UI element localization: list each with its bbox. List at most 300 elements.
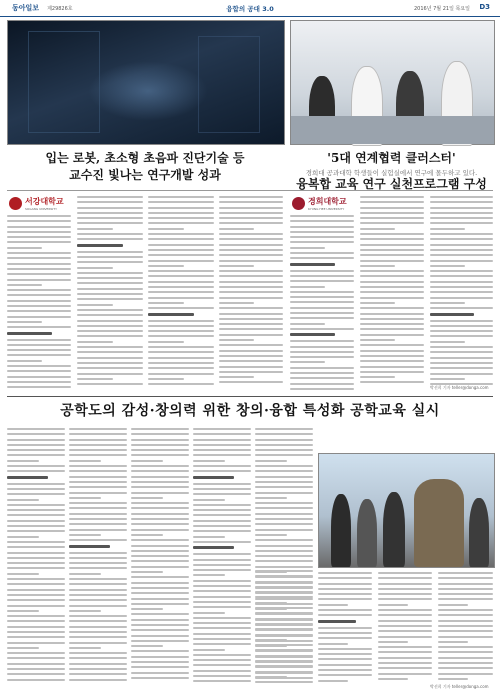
- text-line: [7, 231, 71, 233]
- text-line: [148, 207, 214, 209]
- text-line: [255, 454, 313, 456]
- text-line: [193, 638, 251, 640]
- text-line: [148, 335, 214, 337]
- text-line: [430, 335, 493, 337]
- text-line: [430, 270, 493, 272]
- text-line: [131, 629, 189, 631]
- text-line: [131, 465, 189, 467]
- text-line: [290, 257, 354, 259]
- text-line: [219, 228, 254, 230]
- text-line: [438, 572, 493, 574]
- text-line: [318, 572, 372, 574]
- text-line: [290, 236, 354, 238]
- issue-date: 2016년 7월 21일 목요일: [413, 6, 470, 12]
- text-line: [360, 207, 424, 209]
- text-line: [7, 247, 42, 249]
- text-line: [290, 367, 354, 369]
- text-line: [430, 238, 493, 240]
- body-column: [290, 215, 354, 393]
- text-line: [360, 350, 424, 352]
- top-right-headline-1: '5대 연계협력 클러스터': [327, 151, 456, 165]
- text-line: [378, 598, 432, 600]
- text-line: [360, 212, 424, 214]
- text-line: [430, 217, 493, 219]
- text-line: [219, 286, 283, 288]
- text-line: [77, 383, 143, 385]
- text-line: [77, 256, 143, 258]
- text-line: [360, 344, 424, 346]
- subheading-line: [193, 476, 234, 479]
- text-line: [7, 226, 71, 228]
- text-line: [7, 493, 65, 495]
- text-line: [77, 288, 143, 290]
- text-line: [7, 305, 71, 307]
- text-line: [193, 606, 251, 608]
- body-column: [148, 196, 214, 388]
- text-line: [193, 509, 251, 511]
- text-line: [430, 302, 465, 304]
- text-line: [148, 265, 184, 267]
- text-line: [148, 196, 214, 198]
- text-line: [131, 454, 189, 456]
- text-line: [378, 593, 432, 595]
- text-line: [69, 642, 127, 644]
- text-line: [430, 367, 493, 369]
- text-line: [290, 275, 354, 277]
- text-line: [438, 614, 493, 616]
- text-line: [438, 593, 493, 595]
- text-line: [378, 673, 432, 675]
- text-line: [438, 651, 493, 653]
- text-line: [219, 201, 283, 203]
- text-line: [131, 661, 189, 663]
- text-line: [219, 238, 283, 240]
- text-line: [318, 664, 372, 666]
- text-line: [77, 233, 143, 235]
- text-line: [131, 672, 189, 674]
- text-line: [7, 365, 71, 367]
- text-line: [131, 624, 189, 626]
- text-line: [7, 626, 65, 628]
- text-line: [318, 658, 372, 660]
- text-line: [255, 476, 313, 478]
- text-line: [255, 639, 287, 641]
- text-line: [69, 518, 127, 520]
- text-line: [193, 439, 251, 441]
- kyunghee-name: 경희대학교: [308, 196, 347, 206]
- text-line: [131, 529, 189, 531]
- text-line: [290, 241, 354, 243]
- text-line: [430, 207, 493, 209]
- text-line: [69, 502, 127, 504]
- text-line: [255, 492, 313, 494]
- text-line: [255, 470, 313, 472]
- text-line: [430, 341, 465, 343]
- text-line: [255, 671, 313, 673]
- text-line: [438, 662, 493, 664]
- text-line: [7, 536, 39, 538]
- text-line: [193, 659, 251, 661]
- text-line: [7, 504, 65, 506]
- bottom-headline: 공학도의 감성·창의력 위한 창의·융합 특성화 공학교육 실시: [60, 403, 440, 419]
- text-line: [255, 566, 313, 568]
- text-line: [430, 254, 493, 256]
- text-line: [430, 351, 493, 353]
- text-line: [255, 560, 313, 562]
- text-line: [290, 361, 325, 363]
- text-line: [7, 215, 71, 217]
- text-line: [193, 553, 251, 555]
- text-line: [69, 647, 101, 649]
- text-line: [69, 663, 127, 665]
- text-line: [255, 545, 313, 547]
- text-line: [7, 460, 39, 462]
- text-line: [7, 326, 71, 328]
- text-line: [193, 454, 251, 456]
- text-line: [290, 340, 354, 342]
- text-line: [131, 486, 189, 488]
- text-line: [219, 318, 283, 320]
- text-line: [255, 596, 313, 598]
- text-line: [318, 593, 372, 595]
- text-line: [77, 293, 143, 295]
- text-line: [7, 657, 65, 659]
- text-line: [219, 360, 283, 362]
- text-line: [69, 599, 127, 601]
- text-line: [378, 657, 432, 659]
- text-line: [438, 577, 493, 579]
- text-line: [193, 525, 251, 527]
- text-line: [77, 261, 143, 263]
- text-line: [430, 275, 493, 277]
- text-line: [131, 523, 189, 525]
- body-column: [378, 572, 432, 683]
- text-line: [438, 598, 493, 600]
- text-line: [148, 302, 184, 304]
- kyunghee-logo: [292, 196, 347, 211]
- text-line: [193, 649, 225, 651]
- text-line: [7, 360, 42, 362]
- text-line: [131, 502, 189, 504]
- text-line: [148, 228, 184, 230]
- statue: [414, 479, 464, 567]
- text-line: [360, 222, 424, 224]
- body-column: [438, 572, 493, 683]
- text-line: [438, 583, 493, 585]
- text-line: [193, 643, 251, 645]
- text-line: [360, 249, 424, 251]
- text-line: [69, 583, 127, 585]
- text-line: [7, 370, 71, 372]
- text-line: [360, 281, 424, 283]
- text-line: [193, 428, 251, 430]
- text-line: [69, 636, 127, 638]
- text-line: [255, 649, 313, 651]
- text-line: [7, 236, 71, 238]
- text-line: [7, 354, 71, 356]
- text-line: [255, 539, 313, 541]
- text-line: [219, 323, 283, 325]
- text-line: [131, 545, 189, 547]
- text-line: [360, 275, 424, 277]
- text-line: [7, 268, 71, 270]
- text-line: [131, 428, 189, 430]
- text-line: [7, 589, 65, 591]
- text-line: [318, 680, 348, 682]
- text-line: [148, 201, 214, 203]
- text-line: [7, 263, 71, 265]
- text-line: [7, 257, 71, 259]
- text-line: [360, 291, 424, 293]
- text-line: [7, 525, 65, 527]
- text-line: [193, 559, 251, 561]
- text-line: [77, 251, 143, 253]
- text-line: [148, 325, 214, 327]
- text-line: [131, 460, 163, 462]
- sogang-seal-icon: [9, 197, 22, 210]
- subheading-line: [290, 333, 335, 336]
- subheading-line: [77, 244, 123, 247]
- text-line: [219, 207, 283, 209]
- text-line: [148, 291, 214, 293]
- text-line: [193, 675, 251, 677]
- text-line: [318, 583, 372, 585]
- text-line: [77, 367, 143, 369]
- text-line: [69, 615, 127, 617]
- text-line: [255, 518, 313, 520]
- text-line: [77, 201, 143, 203]
- text-line: [430, 233, 493, 235]
- text-line: [7, 284, 42, 286]
- text-line: [290, 312, 354, 314]
- text-line: [77, 346, 143, 348]
- text-line: [378, 577, 432, 579]
- text-line: [290, 351, 354, 353]
- body-column: [7, 428, 65, 684]
- text-line: [255, 618, 313, 620]
- text-line: [219, 376, 254, 378]
- text-line: [360, 260, 424, 262]
- text-line: [318, 588, 372, 590]
- text-line: [360, 254, 424, 256]
- text-line: [7, 663, 65, 665]
- text-line: [255, 676, 287, 678]
- text-line: [7, 444, 65, 446]
- text-line: [148, 249, 214, 251]
- text-line: [360, 201, 424, 203]
- text-line: [193, 596, 251, 598]
- lab-light-glow: [88, 61, 208, 121]
- text-line: [69, 620, 127, 622]
- text-line: [131, 449, 189, 451]
- text-line: [7, 668, 65, 670]
- text-line: [193, 483, 251, 485]
- text-line: [255, 444, 313, 446]
- text-line: [148, 351, 214, 353]
- text-line: [69, 610, 101, 612]
- text-line: [360, 238, 424, 240]
- text-line: [193, 590, 251, 592]
- text-line: [219, 270, 283, 272]
- text-line: [219, 222, 283, 224]
- text-line: [77, 330, 143, 332]
- text-line: [69, 657, 127, 659]
- text-line: [430, 201, 493, 203]
- text-line: [430, 228, 465, 230]
- text-line: [69, 539, 127, 541]
- text-line: [360, 286, 424, 288]
- text-line: [360, 355, 424, 357]
- text-line: [7, 488, 65, 490]
- subheading-line: [69, 545, 110, 548]
- text-line: [131, 598, 189, 600]
- text-line: [148, 238, 214, 240]
- text-line: [430, 291, 493, 293]
- text-line: [7, 594, 65, 596]
- text-line: [7, 583, 65, 585]
- text-line: [7, 615, 65, 617]
- text-line: [378, 604, 408, 606]
- text-line: [7, 647, 39, 649]
- text-line: [378, 651, 432, 653]
- text-line: [360, 307, 424, 309]
- text-line: [193, 601, 251, 603]
- text-line: [255, 591, 313, 593]
- text-line: [7, 530, 65, 532]
- text-line: [378, 662, 432, 664]
- top-left-headline: [7, 150, 283, 184]
- text-line: [378, 588, 432, 590]
- text-line: [290, 252, 354, 254]
- text-line: [77, 207, 143, 209]
- text-line: [219, 260, 283, 262]
- text-line: [290, 346, 354, 348]
- text-line: [131, 619, 189, 621]
- text-line: [77, 309, 143, 311]
- text-line: [193, 612, 225, 614]
- text-line: [7, 294, 71, 296]
- text-line: [69, 673, 127, 675]
- text-line: [438, 657, 493, 659]
- text-line: [219, 244, 283, 246]
- text-line: [219, 371, 283, 373]
- text-line: [430, 281, 493, 283]
- text-line: [255, 628, 313, 630]
- text-line: [430, 373, 493, 375]
- text-line: [77, 341, 113, 343]
- text-line: [148, 260, 214, 262]
- student-figure: [383, 492, 405, 567]
- text-line: [318, 669, 372, 671]
- text-line: [69, 476, 127, 478]
- text-line: [131, 603, 189, 605]
- text-line: [219, 344, 283, 346]
- text-line: [219, 254, 283, 256]
- text-line: [77, 228, 113, 230]
- text-line: [193, 627, 251, 629]
- text-line: [7, 620, 65, 622]
- text-line: [193, 564, 251, 566]
- body-column: [69, 428, 127, 684]
- text-line: [7, 499, 39, 501]
- text-line: [7, 349, 71, 351]
- text-line: [69, 557, 127, 559]
- text-line: [378, 620, 432, 622]
- text-line: [378, 630, 432, 632]
- text-line: [430, 286, 493, 288]
- text-line: [131, 534, 163, 536]
- text-line: [290, 286, 325, 288]
- text-line: [193, 499, 225, 501]
- text-line: [131, 539, 189, 541]
- text-line: [290, 270, 354, 272]
- text-line: [7, 310, 71, 312]
- text-line: [77, 373, 143, 375]
- text-line: [219, 275, 283, 277]
- text-line: [430, 196, 493, 198]
- text-line: [193, 664, 251, 666]
- text-line: [255, 586, 313, 588]
- text-line: [7, 483, 65, 485]
- text-line: [255, 644, 313, 646]
- text-line: [193, 444, 251, 446]
- text-line: [148, 346, 214, 348]
- kyunghee-name-en: KYUNG HEE UNIVERSITY: [308, 207, 345, 211]
- text-line: [360, 381, 424, 383]
- text-line: [77, 277, 143, 279]
- subheading-line: [7, 476, 48, 479]
- text-line: [193, 470, 251, 472]
- body-column: [77, 196, 143, 388]
- text-line: [255, 481, 313, 483]
- text-line: [219, 350, 283, 352]
- text-line: [219, 281, 283, 283]
- text-line: [290, 372, 354, 374]
- students-statue-photo: [318, 453, 495, 568]
- text-line: [318, 627, 372, 629]
- sogang-name: 서강대학교: [25, 196, 64, 206]
- text-line: [430, 378, 465, 380]
- text-line: [131, 507, 189, 509]
- text-line: [255, 581, 313, 583]
- text-line: [148, 320, 214, 322]
- student-figure: [357, 499, 377, 567]
- text-line: [193, 433, 251, 435]
- lab-frame-right: [198, 36, 260, 133]
- text-line: [7, 470, 65, 472]
- text-line: [7, 520, 65, 522]
- text-line: [77, 282, 143, 284]
- text-line: [255, 439, 313, 441]
- text-line: [219, 302, 254, 304]
- text-line: [131, 513, 189, 515]
- text-line: [7, 344, 71, 346]
- text-line: [255, 550, 313, 552]
- robotics-lab-photo: [7, 20, 285, 145]
- page-number: D3: [479, 3, 490, 11]
- text-line: [131, 592, 189, 594]
- text-line: [77, 314, 143, 316]
- text-line: [7, 376, 71, 378]
- text-line: [69, 552, 127, 554]
- sogang-name-en: SOGANG UNIVERSITY: [25, 207, 57, 211]
- text-line: [7, 252, 71, 254]
- text-line: [360, 366, 424, 368]
- text-line: [290, 356, 354, 358]
- text-line: [148, 367, 214, 369]
- text-line: [360, 376, 395, 378]
- text-line: [255, 612, 313, 614]
